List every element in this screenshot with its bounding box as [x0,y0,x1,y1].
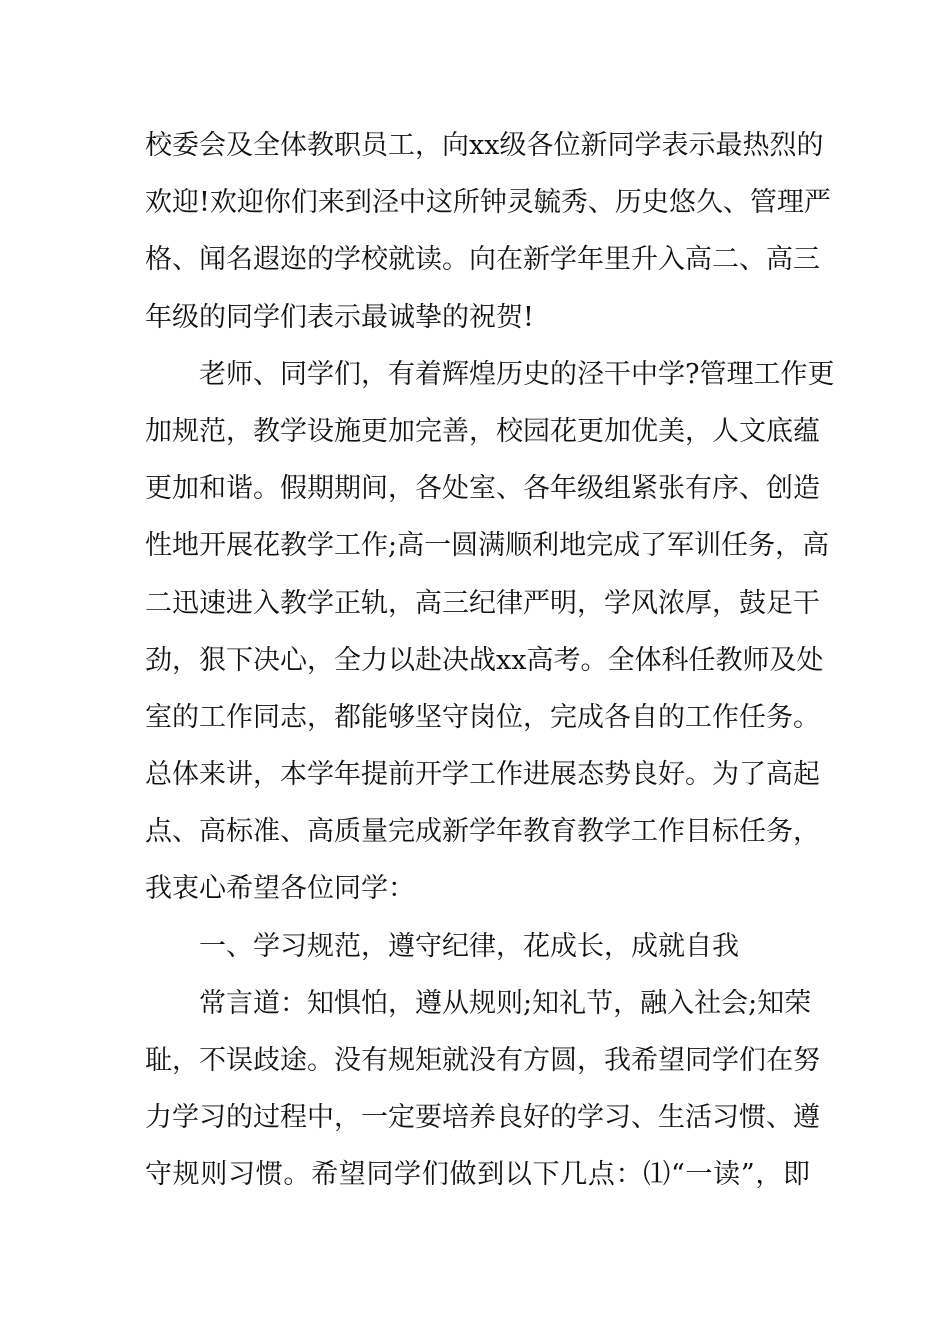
document-body [145,117,835,1204]
text-line: 室的工作同志，都能够坚守岗位，完成各自的工作任务。 [145,701,820,733]
text-line: 老师、同学们，有着辉煌历史的泾干中学?管理工作更 [199,358,835,390]
text-line: 二迅速进入教学正轨，高三纪律严明，学风浓厚，鼓足干 [145,587,820,619]
text-line: 加规范，教学设施更加完善，校园花更加优美，人文底蕴 [145,415,820,447]
text-line: 性地开展花教学工作;高一圆满顺利地完成了军训任务，高 [145,530,830,562]
text-line: 耻，不误歧途。没有规矩就没有方圆，我希望同学们在努 [145,1045,820,1076]
text-line: 总体来讲，本学年提前开学工作进展态势良好。为了高起 [145,759,820,791]
text-line: 我衷心希望各位同学： [145,873,415,905]
text-line: 格、闻名遐迩的学校就读。向在新学年里升入高二、高三 [145,244,820,276]
text-line: 劲，狠下决心，全力以赴决战xx高考。全体科任教师及处 [145,644,824,676]
text-line: 常言道：知惧怕，遵从规则;知礼节，融入社会;知荣 [199,987,812,1019]
text-line: 点、高标准、高质量完成新学年教育教学工作目标任务， [145,816,820,848]
text-line: 校委会及全体教职员工，向xx级各位新同学表示最热烈的 [145,130,824,161]
text-line: 欢迎!欢迎你们来到泾中这所钟灵毓秀、历史悠久、管理严 [145,187,831,219]
text-line: 年级的同学们表示最诚挚的祝贺! [145,301,534,333]
text-line: 一、学习规范，遵守纪律，花成长，成就自我 [199,930,739,962]
text-line: 更加和谐。假期期间，各处室、各年级组紧张有序、创造 [145,473,820,505]
text-line: 守规则习惯。希望同学们做到以下几点：⑴“一读”，即 [145,1159,810,1191]
text-line: 力学习的过程中，一定要培养良好的学习、生活习惯、遵 [145,1102,820,1134]
